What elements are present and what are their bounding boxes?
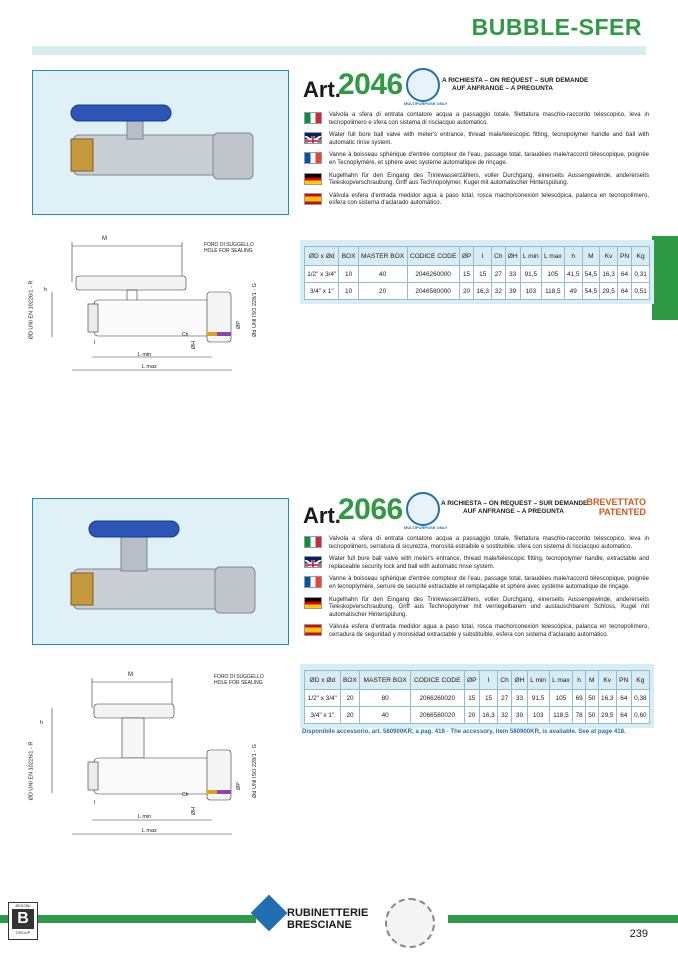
logo-caption: MULTIPURPOSE ONLY <box>404 101 448 106</box>
cell: 39 <box>512 707 528 724</box>
th-op: ØP <box>459 247 474 266</box>
od-left-label: ØD UNI EN 10226/1 - R <box>28 280 35 340</box>
cell: 32 <box>492 283 506 300</box>
dim-m: M <box>102 236 107 242</box>
hole-text: HOLE FOR SEALING <box>214 680 263 686</box>
cell: 16,3 <box>474 283 492 300</box>
cell: 29,5 <box>598 707 616 724</box>
th-kg: Kg <box>631 671 649 690</box>
cell: 33 <box>505 266 520 283</box>
foro-label <box>204 242 254 254</box>
spec-table <box>304 246 650 300</box>
patented-label <box>586 497 646 517</box>
description-es: Válvula esfera d'entrada medidor agua a paso total, rosca macho/conexión telescópica, palanca en tecnopolímero, cerradura de seguridad y morosidad extractable y substituible, esfera con sistema d'aclarado automático. <box>329 624 649 638</box>
cell: 10 <box>339 266 358 283</box>
dim-m: M <box>128 672 133 678</box>
th-box: BOX <box>339 247 358 266</box>
ch-label: Ch <box>182 332 189 338</box>
valve-image-2066 <box>33 499 288 644</box>
multipurpose-logo-icon <box>406 492 440 526</box>
cell: 40 <box>360 707 410 724</box>
brand-logo-icon <box>251 895 288 932</box>
cell: 20 <box>464 707 479 724</box>
cell: 105 <box>541 266 564 283</box>
flag-italy-icon <box>304 536 322 548</box>
logo-caption: MULTIPURPOSE ONLY <box>404 525 448 530</box>
technical-drawing-2046 <box>28 232 292 382</box>
description-en: Water full bore ball valve with meter's entrance, thread male/telescopic fitting, tecnopolymer handle, extractable and replaceable security lock and ball with automatic rinse system. <box>329 556 649 570</box>
page-title: BUBBLE-SFER <box>471 14 642 40</box>
art-number: 2046 <box>338 68 403 101</box>
lmin-label: L min <box>138 352 152 358</box>
cell: 27 <box>492 266 506 283</box>
th-ch: Ch <box>492 247 506 266</box>
foro-text: FORO DI SUGGELLO <box>204 242 254 248</box>
flag-spain-icon <box>304 193 322 205</box>
od-right-label: Ød UNI ISO 228/1 - G <box>251 744 258 798</box>
l-label: I <box>94 340 96 346</box>
foro-label <box>214 674 264 686</box>
cell: 0,60 <box>631 707 649 724</box>
lmax-label: L max <box>142 364 157 370</box>
cell: 33 <box>512 690 528 707</box>
technical-drawing-2066 <box>28 668 292 843</box>
cell: 0,31 <box>632 266 650 283</box>
descriptions-2066 <box>304 536 649 640</box>
cell: 16,3 <box>598 690 616 707</box>
description-de: Kugelhahn für den Eingang des Trinkwasserzählers, voller Durchgang, einerseits Aussengewinde, andererseits Teleskopverschraubung, Griff aus Technopolymer, Kugel mit automatischer Hinterspülung. <box>329 172 649 187</box>
od-right-label: Ød UNI ISO 228/1 - G <box>251 283 258 337</box>
product-photo-2066 <box>32 498 289 645</box>
hole-text: HOLE FOR SEALING <box>204 248 253 254</box>
request-line-1: A RICHIESTA – ON REQUEST – SUR DEMANDE <box>441 500 588 507</box>
cell: 15 <box>459 266 474 283</box>
op-label: ØP <box>235 321 242 329</box>
cell: 91,5 <box>520 266 541 283</box>
cell: 20 <box>358 283 407 300</box>
descriptions-2046 <box>304 112 649 208</box>
table-row <box>305 266 650 283</box>
th-h: h <box>564 247 582 266</box>
brand-name <box>287 907 368 931</box>
page-number: 239 <box>629 928 648 940</box>
description-it: Valvola a sfera di entrata contatore acqua a passaggio totale, filettatura maschio-raccordo telescopico, leva in tecnopolimero e sfera con sistema di risciacquo automatico. <box>329 112 649 126</box>
certification-seal-icon <box>385 898 435 948</box>
spec-table-2066 <box>300 664 654 728</box>
th-kv: Kv <box>598 671 616 690</box>
cell: 50 <box>585 707 598 724</box>
th-h: h <box>573 671 586 690</box>
spec-table <box>304 670 650 724</box>
art-label: Art. <box>303 503 341 528</box>
request-line-2: AUF ANFRANGE – A PREGUNTA <box>452 85 553 92</box>
cell: 64 <box>616 690 631 707</box>
cell: 40 <box>358 266 407 283</box>
th-oh: ØH <box>512 671 528 690</box>
group-logo <box>8 902 38 940</box>
accessory-note: Disponibile accessorio, art. 580900KR, a pag. 418 - The accessory, item 580900KR, is available. See at page 418. <box>302 728 626 735</box>
th-m: M <box>585 671 598 690</box>
flag-uk-icon <box>304 132 322 144</box>
th-lmin: L min <box>520 247 541 266</box>
flag-germany-icon <box>304 173 322 185</box>
description-en: Water full bore ball valve with meter's entrance, thread male/telescopic fitting, tecnopolymer handle and ball with automatic rinse system. <box>329 132 649 146</box>
op-label: ØP <box>235 782 242 790</box>
cell: 20 <box>340 690 360 707</box>
cell: 20 <box>340 707 360 724</box>
description-fr: Vanne à boisseau sphérique d'entrée compteur de l'eau, passage total, taraudées male/raccord télescopique, poignée en tecnoplymère, serrure de securité extractable et remplaçable et sphère avec système automatique de rinçage. <box>329 576 649 590</box>
th-lmin: L min <box>527 671 549 690</box>
group-logo-bottom: GROUP <box>15 930 31 935</box>
description-de: Kugelhahn für den Eingang des Trinkwasserzählers, voller Durchgang, einerseits Aussengewinde, andererseits Teleskopverschraubung, Griff aus Technopolymer mit verriegelbarem und austauschbarem Schloss, Kugel mit automatischer Hinterspülung. <box>329 596 649 618</box>
th-lmax: L max <box>549 671 573 690</box>
th-kv: Kv <box>600 247 618 266</box>
cell: 54,5 <box>582 283 600 300</box>
th-od: ØD x Ød <box>305 671 341 690</box>
spec-table-2046 <box>300 240 654 304</box>
title-bar <box>32 46 646 55</box>
flag-france-icon <box>304 576 322 588</box>
cell: 20 <box>459 283 474 300</box>
cell: 49 <box>564 283 582 300</box>
th-code: CODICE CODE <box>410 671 464 690</box>
th-box: BOX <box>340 671 360 690</box>
th-code: CODICE CODE <box>407 247 459 266</box>
group-logo-letter: B <box>12 909 34 929</box>
dim-h: h <box>44 287 48 293</box>
cell: 105 <box>549 690 573 707</box>
oh-label: ØH <box>191 340 198 350</box>
cell: 1/2" x 3/4" <box>305 266 339 283</box>
brand-line-2: BRESCIANE <box>287 919 352 931</box>
table-row <box>305 707 650 724</box>
cell: 2066580020 <box>410 707 464 724</box>
cell: 16,3 <box>479 707 497 724</box>
cell: 1/2" x 3/4" <box>305 690 341 707</box>
cell: 118,5 <box>541 283 564 300</box>
cell: 64 <box>616 707 631 724</box>
cell: 103 <box>527 707 549 724</box>
cell: 2066260020 <box>410 690 464 707</box>
cell: 15 <box>474 266 492 283</box>
cell: 16,3 <box>600 266 618 283</box>
art-number: 2066 <box>338 493 403 526</box>
th-oh: ØH <box>505 247 520 266</box>
th-pn: PN <box>617 247 631 266</box>
cell: 15 <box>464 690 479 707</box>
oh-label: ØH <box>191 806 198 816</box>
flag-italy-icon <box>304 112 322 124</box>
art-label: Art. <box>303 77 341 102</box>
dim-h: h <box>40 720 44 726</box>
flag-spain-icon <box>304 624 322 636</box>
multipurpose-logo-icon <box>406 68 440 102</box>
lmin-label: L min <box>138 814 152 820</box>
th-master-box: MASTER BOX <box>360 671 410 690</box>
patented-it: BREVETTATO <box>586 497 646 507</box>
cell: 10 <box>339 283 358 300</box>
cell: 3/4" x 1" <box>305 707 341 724</box>
cell: 80 <box>360 690 410 707</box>
brand-line-1: RUBINETTERIE <box>287 907 369 919</box>
flag-uk-icon <box>304 556 322 568</box>
cell: 2046260000 <box>407 266 459 283</box>
product-photo-2046 <box>32 70 289 215</box>
cell: 78 <box>573 707 586 724</box>
cell: 32 <box>498 707 512 724</box>
footer-bar-left <box>0 915 256 923</box>
footer-bar-right <box>448 915 678 923</box>
section-tab <box>652 236 678 320</box>
th-master-box: MASTER BOX <box>358 247 407 266</box>
th-kg: Kg <box>632 247 650 266</box>
cell: 69 <box>573 690 586 707</box>
foro-text: FORO DI SUGGELLO <box>214 674 264 680</box>
cell: 103 <box>520 283 541 300</box>
cell: 29,5 <box>600 283 618 300</box>
cell: 0,51 <box>632 283 650 300</box>
table-row <box>305 690 650 707</box>
description-es: Válvula esfera d'entrada medidor agua a paso total, rosca macho/conexión telescópica, palanca en tecnopolímero, esfera con sistema d'aclarado automático. <box>329 192 649 207</box>
th-i: I <box>479 671 497 690</box>
th-pn: PN <box>616 671 631 690</box>
cell: 0,38 <box>631 690 649 707</box>
th-op: ØP <box>464 671 479 690</box>
cell: 50 <box>585 690 598 707</box>
lmax-label: L max <box>142 828 157 834</box>
cell: 41,5 <box>564 266 582 283</box>
cell: 64 <box>617 266 631 283</box>
ch-label: Ch <box>182 792 189 798</box>
th-ch: Ch <box>498 671 512 690</box>
valve-image-2046 <box>33 71 288 214</box>
cell: 39 <box>505 283 520 300</box>
cell: 27 <box>498 690 512 707</box>
request-line-2: AUF ANFRANGE – A PREGUNTA <box>463 508 564 515</box>
th-lmax: L max <box>541 247 564 266</box>
group-logo-top: BESONI <box>15 903 31 908</box>
cell: 54,5 <box>582 266 600 283</box>
th-i: I <box>474 247 492 266</box>
description-it: Valvola a sfera di entrata contatore acqua a passaggio totale, filettatura maschio-raccordo telescopico, leva in tecnopolimero, serratura di sicurezza, morosità estraibile e sostituibile, sfera con sistema di risciacquo automatico. <box>329 536 649 550</box>
th-m: M <box>582 247 600 266</box>
cell: 15 <box>479 690 497 707</box>
table-row <box>305 283 650 300</box>
patented-en: PATENTED <box>598 507 646 517</box>
od-left-label: ØD UNI EN 10226/1 - R <box>28 741 35 801</box>
th-od: ØD x Ød <box>305 247 339 266</box>
cell: 2046580000 <box>407 283 459 300</box>
cell: 3/4" x 1" <box>305 283 339 300</box>
description-fr: Vanne à boisseau sphérique d'entrée compteur de l'eau, passage total, taraudées male/raccord télescopique, poignée en Tecnoplymère, et sphère avec système automatique de rinçage. <box>329 152 649 166</box>
cell: 118,5 <box>549 707 573 724</box>
cell: 64 <box>617 283 631 300</box>
l-label: I <box>94 800 96 806</box>
flag-germany-icon <box>304 597 322 609</box>
flag-france-icon <box>304 152 322 164</box>
cell: 91,5 <box>527 690 549 707</box>
request-line-1: A RICHIESTA – ON REQUEST – SUR DEMANDE <box>442 77 589 84</box>
